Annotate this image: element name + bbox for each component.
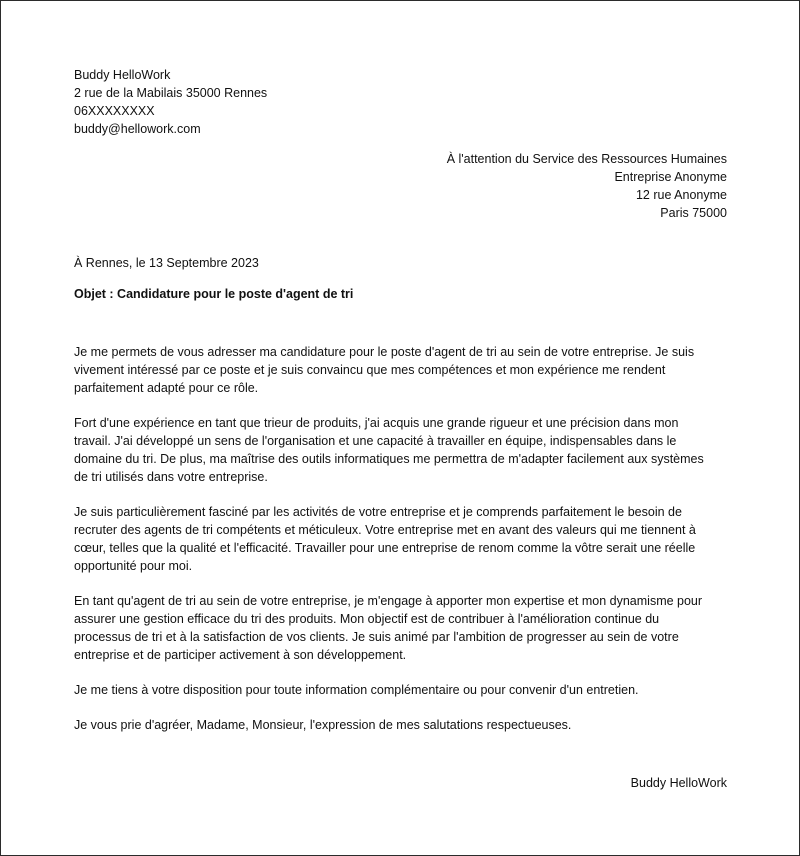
paragraph-line: assurer une gestion efficace du tri des produits. Mon objectif est de contribuer à l'amélioration continue du — [74, 612, 660, 626]
paragraph-line: parfaitement adapté pour ce rôle. — [74, 381, 259, 395]
paragraph — [74, 343, 734, 397]
paragraph-line: Je me tiens à votre disposition pour toute information complémentaire ou pour convenir d'un entretien. — [74, 683, 639, 697]
paragraph — [74, 414, 734, 486]
sender-phone: 06XXXXXXXX — [74, 104, 155, 118]
date-line: À Rennes, le 13 Septembre 2023 — [74, 256, 259, 270]
paragraph-line: Fort d'une expérience en tant que trieur de produits, j'ai acquis une grande rigueur et une précision dans mon — [74, 416, 679, 430]
paragraph-line: opportunité pour moi. — [74, 559, 193, 573]
paragraph-line: travail. J'ai développé un sens de l'organisation et une capacité à travailler en équipe, indispensables dans le — [74, 434, 677, 448]
sender-name: Buddy HelloWork — [74, 68, 171, 82]
sender-address: 2 rue de la Mabilais 35000 Rennes — [74, 86, 268, 100]
paragraph-line: vivement intéressé par ce poste et je suis convaincu que mes compétences et mon expérience me rendent — [74, 363, 666, 377]
letter-body — [74, 343, 734, 751]
recipient-block — [447, 150, 727, 222]
recipient-company: Entreprise Anonyme — [614, 170, 727, 184]
sender-block — [74, 66, 267, 138]
paragraph-line: entreprise et de participer activement à son développement. — [74, 648, 407, 662]
recipient-street: 12 rue Anonyme — [635, 188, 727, 202]
paragraph-line: processus de tri et à la satisfaction de vos clients. Je suis animé par l'ambition de progresser au sein de votre — [74, 630, 679, 644]
signature: Buddy HelloWork — [630, 776, 727, 790]
paragraph — [74, 503, 734, 575]
paragraph-line: Je suis particulièrement fasciné par les activités de votre entreprise et je comprends parfaitement le besoin de — [74, 505, 682, 519]
paragraph — [74, 592, 734, 664]
paragraph-line: de tri utilisés dans votre entreprise. — [74, 470, 268, 484]
paragraph-line: domaine du tri. De plus, ma maîtrise des outils informatiques me permettra de m'adapter facilement aux systèmes — [74, 452, 704, 466]
paragraph-line: cœur, telles que la qualité et l'efficacité. Travailler pour une entreprise de renom comme la vôtre serait une réelle — [74, 541, 696, 555]
paragraph-line: recruter des agents de tri compétents et méticuleux. Votre entreprise met en avant des valeurs qui me tiennent à — [74, 523, 696, 537]
sender-email: buddy@hellowork.com — [74, 122, 201, 136]
paragraph-line: Je vous prie d'agréer, Madame, Monsieur, l'expression de mes salutations respectueuses. — [74, 718, 572, 732]
recipient-attention: À l'attention du Service des Ressources Humaines — [446, 152, 727, 166]
paragraph — [74, 716, 734, 734]
paragraph-line: En tant qu'agent de tri au sein de votre entreprise, je m'engage à apporter mon expertise et mon dynamisme pour — [74, 594, 703, 608]
paragraph — [74, 681, 734, 699]
paragraph-line: Je me permets de vous adresser ma candidature pour le poste d'agent de tri au sein de votre entreprise. Je suis — [74, 345, 695, 359]
recipient-city: Paris 75000 — [660, 206, 727, 220]
subject-line: Objet : Candidature pour le poste d'agent de tri — [74, 287, 354, 301]
